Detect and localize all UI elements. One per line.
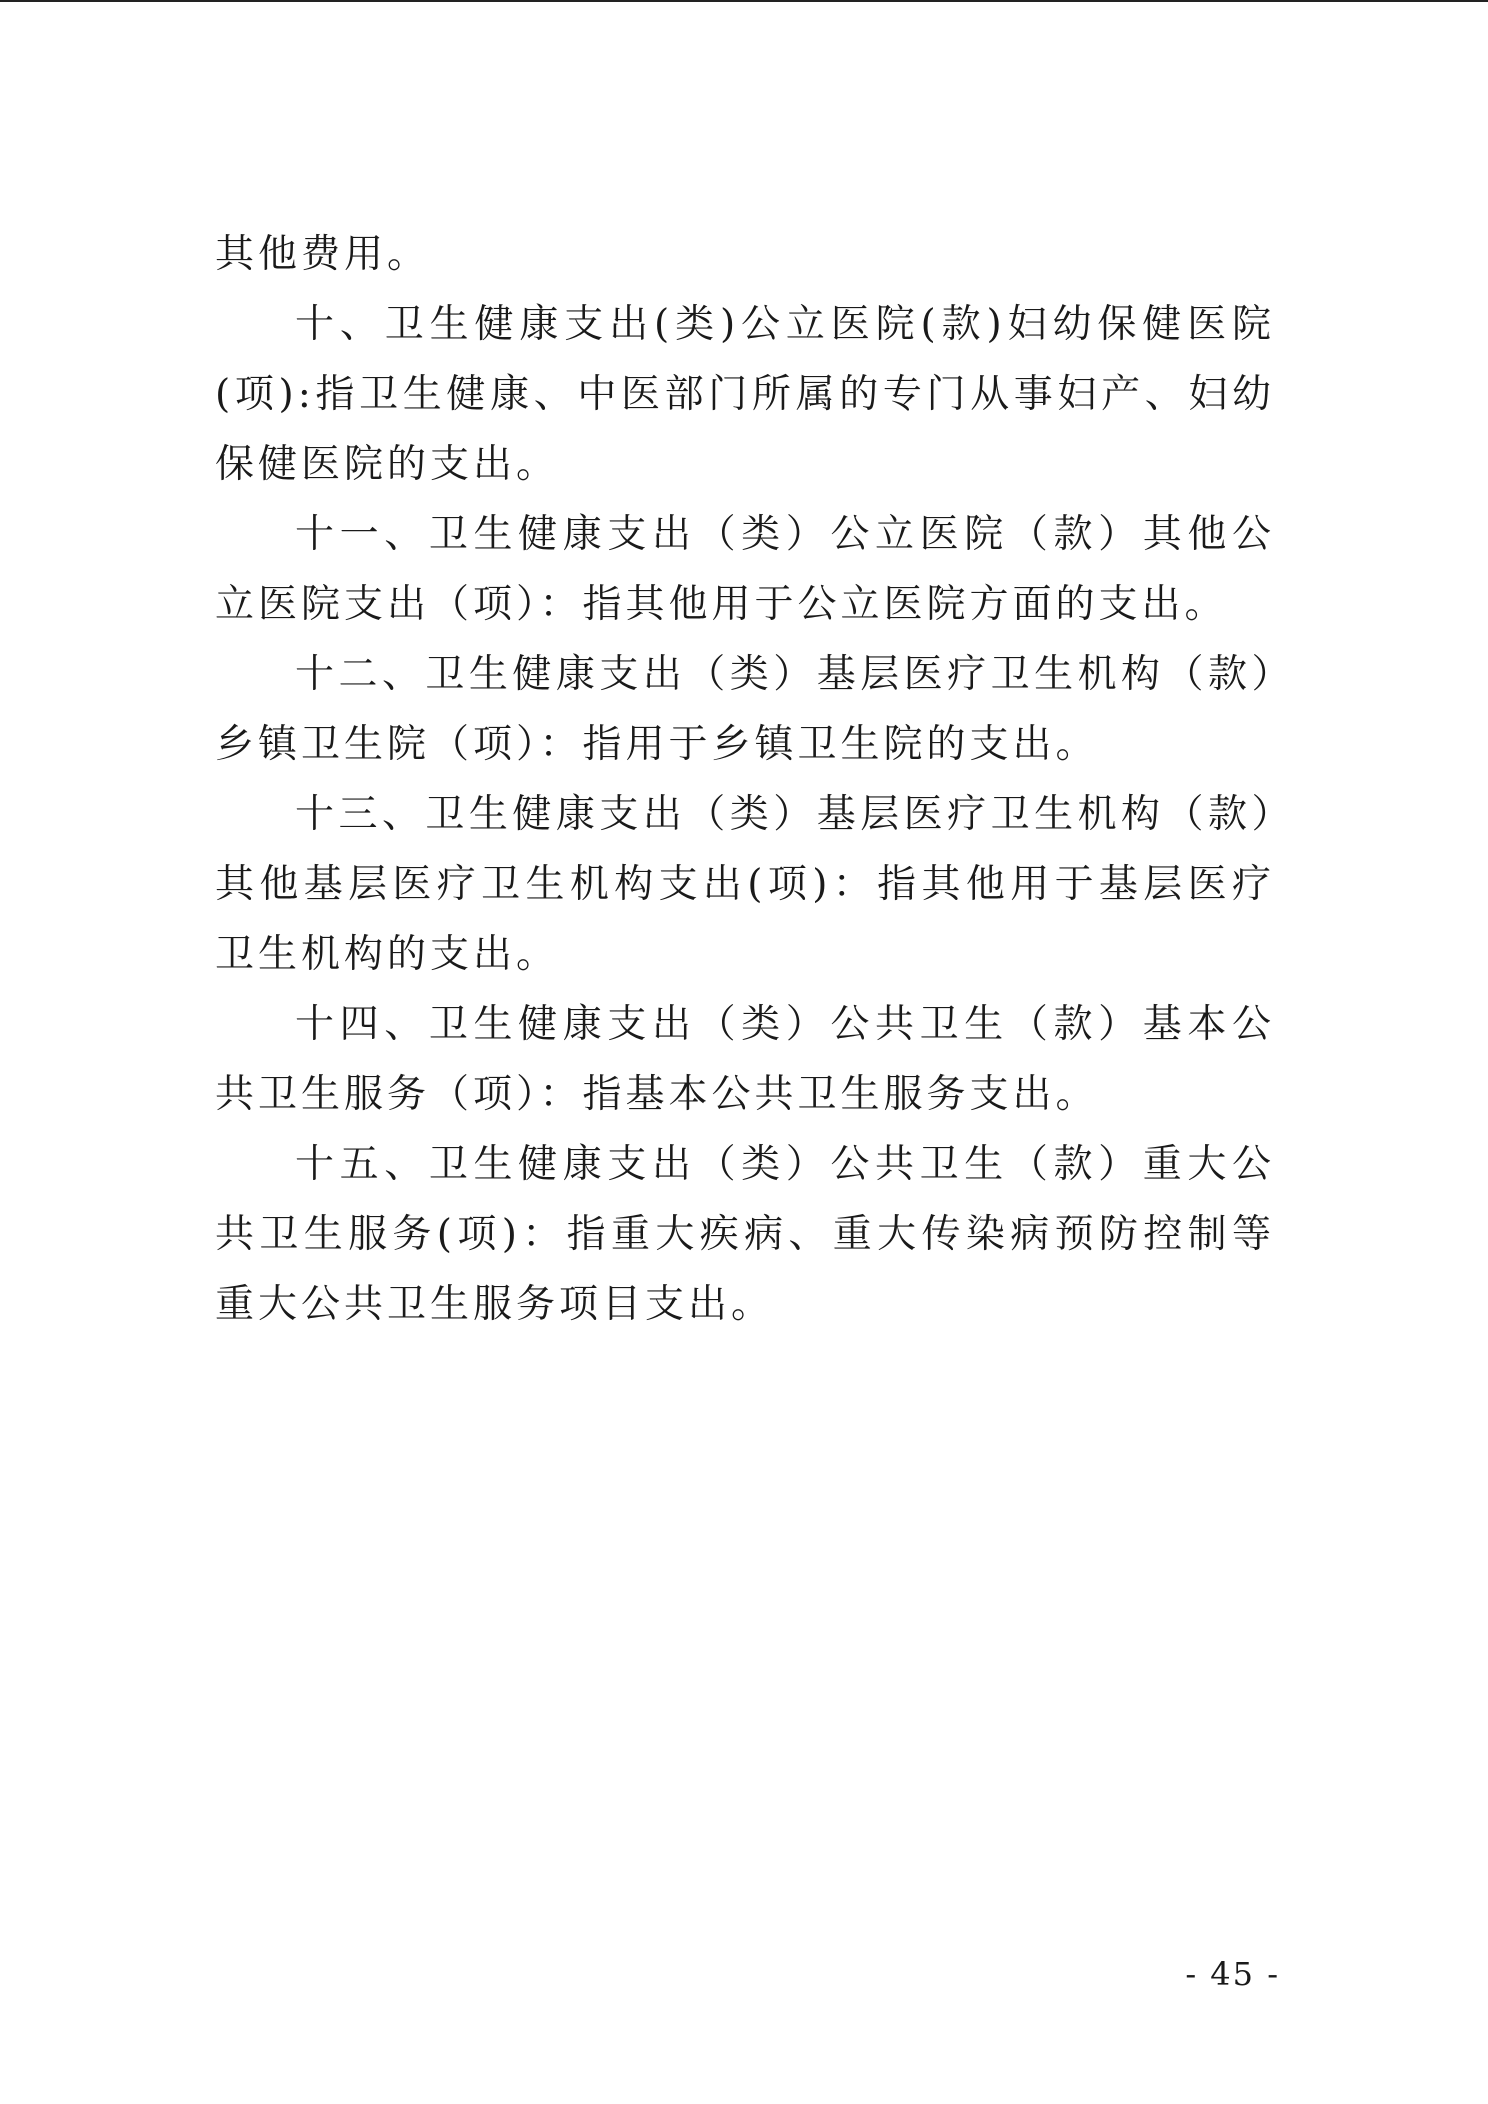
paragraph-continuation: 其他费用。 [215, 232, 431, 277]
paragraph-item-11: 十一、卫生健康支出（类）公立医院（款）其他公立医院支出（项）：指其他用于公立医院方面的支出。 [215, 512, 1275, 627]
paragraph-item-10: 十、卫生健康支出(类)公立医院(款)妇幼保健医院(项):指卫生健康、中医部门所属的专门从事妇产、妇幼保健医院的支出。 [215, 302, 1275, 487]
paragraph-item-15: 十五、卫生健康支出（类）公共卫生（款）重大公共卫生服务(项)：指重大疾病、重大传染病预防控制等重大公共卫生服务项目支出。 [215, 1142, 1275, 1327]
paragraph-item-13: 十三、卫生健康支出（类）基层医疗卫生机构（款）其他基层医疗卫生机构支出(项)：指其他用于基层医疗卫生机构的支出。 [215, 792, 1275, 977]
page-number: - 45 - [1185, 1955, 1280, 1993]
paragraph-item-14: 十四、卫生健康支出（类）公共卫生（款）基本公共卫生服务（项）：指基本公共卫生服务支出。 [215, 1002, 1275, 1117]
paragraph-item-12: 十二、卫生健康支出（类）基层医疗卫生机构（款）乡镇卫生院（项）：指用于乡镇卫生院的支出。 [215, 652, 1275, 767]
document-body [215, 220, 1275, 1340]
